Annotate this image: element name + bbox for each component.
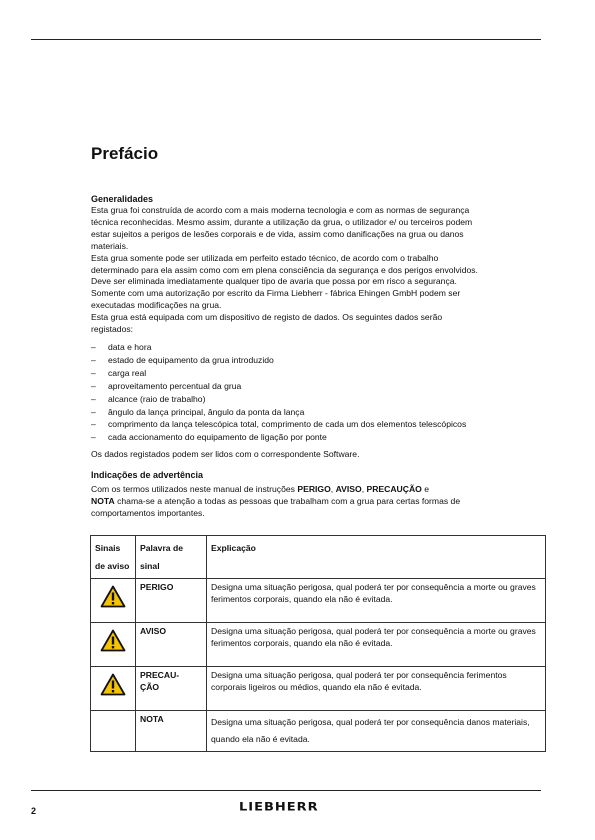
signal-word-cell: AVISO xyxy=(136,623,207,667)
paragraph-line: técnica reconhecidas. Mesmo assim, durante a utilização da grua, o utilizador e/ ou terceiros podem xyxy=(91,216,473,227)
warning-triangle-icon xyxy=(95,585,131,608)
table-row xyxy=(91,711,546,752)
list-item-text: data e hora xyxy=(108,342,152,352)
warning-sign-cell xyxy=(91,579,136,623)
list-item xyxy=(91,406,546,419)
paragraph-line: Esta grua está equipada com um dispositivo de registo de dados. Os seguintes dados serão xyxy=(91,312,443,323)
explanation-cell: Designa uma situação perigosa, qual poderá ter por consequência a morte ou graves ferimentos corporais, quando ela não é evitada. xyxy=(207,623,546,667)
intro-text: comportamentos importantes. xyxy=(91,507,205,518)
separator: , xyxy=(330,484,336,494)
warning-triangle-icon xyxy=(95,629,131,652)
warning-signs-table xyxy=(90,535,546,752)
list-item-text: ângulo da lança principal, ângulo da ponta da lança xyxy=(108,406,305,417)
list-item-text: comprimento da lança telescópica total, comprimento de cada um dos elementos telescópicos xyxy=(108,419,467,430)
paragraph-line: materiais. xyxy=(91,240,129,251)
list-item xyxy=(91,380,546,393)
warnings-intro xyxy=(91,484,546,520)
warning-sign-cell xyxy=(91,667,136,711)
intro-text: chama-se a atenção a todas as pessoas que trabalham com a grua para certas formas de xyxy=(114,495,461,506)
paragraph-line: Deve ser eliminada imediatamente qualquer tipo de avaria que possa por em risco a segurança. xyxy=(91,276,457,287)
table-row xyxy=(91,623,546,667)
term-aviso: AVISO xyxy=(335,484,362,494)
general-section xyxy=(91,193,546,336)
list-item xyxy=(91,431,546,444)
bullet-dash: – xyxy=(91,432,96,443)
header-signs: Sinais de aviso xyxy=(91,536,136,579)
warnings-section xyxy=(91,467,546,520)
warning-sign-cell xyxy=(91,623,136,667)
explanation-cell: Designa uma situação perigosa, qual poderá ter por consequência danos materiais, quando ela não é evitada. xyxy=(207,711,546,752)
separator: , xyxy=(361,484,367,494)
table-row xyxy=(91,667,546,711)
bottom-rule xyxy=(31,790,541,791)
general-heading: Generalidades xyxy=(91,194,154,204)
list-item-text: estado de equipamento da grua introduzido xyxy=(108,354,274,365)
list-item-text: cada accionamento do equipamento de ligação por ponte xyxy=(108,432,327,443)
table-header-row xyxy=(91,536,546,579)
closing-section xyxy=(91,449,546,461)
liebherr-logo: LIEBHERR xyxy=(239,800,319,815)
bullet-dash: – xyxy=(91,393,96,404)
header-explanation: Explicação xyxy=(207,536,546,579)
warnings-heading: Indicações de advertência xyxy=(91,470,204,480)
signal-word-cell: NOTA xyxy=(136,711,207,752)
paragraph-line: Somente com uma autorização por escrito da Firma Liebherr - fábrica Ehingen GmbH podem ser xyxy=(91,288,461,299)
term-precaucao: PRECAUÇÃO xyxy=(366,484,422,494)
list-item-text: aproveitamento percentual da grua xyxy=(108,380,242,391)
term-perigo: PERIGO xyxy=(297,484,331,494)
bullet-dash: – xyxy=(91,380,96,391)
general-paragraph xyxy=(91,205,546,336)
warning-triangle-icon xyxy=(95,673,131,696)
paragraph-line: registados: xyxy=(91,324,134,335)
paragraph-line: executadas modificações na grua. xyxy=(91,300,222,311)
list-item xyxy=(91,354,546,367)
explanation-cell: Designa uma situação perigosa, qual poderá ter por consequência ferimentos corporais ligeiros ou médios, quando ela não é evitada. xyxy=(207,667,546,711)
list-item-text: alcance (raio de trabalho) xyxy=(108,393,206,404)
paragraph-line: determinado para ela assim como com em plena consciência da segurança e dos perigos envolvidos. xyxy=(91,264,478,275)
list-item xyxy=(91,367,546,380)
closing-text: Os dados registados podem ser lidos com o correspondente Software. xyxy=(91,449,360,459)
signal-word-cell: PERIGO xyxy=(136,579,207,623)
recorded-data-list xyxy=(91,341,546,444)
paragraph-line: Esta grua foi construída de acordo com a mais moderna tecnologia e com as normas de segurança xyxy=(91,205,470,215)
separator: e xyxy=(421,484,430,494)
page-title: Prefácio xyxy=(91,144,159,163)
signal-word-cell: PRECAU- ÇÃO xyxy=(136,667,207,711)
term-nota: NOTA xyxy=(91,495,115,506)
bullet-dash: – xyxy=(91,342,96,352)
page-number: 2 xyxy=(31,806,37,816)
bullet-dash: – xyxy=(91,419,96,430)
paragraph-line: estar sujeitos a perigos de lesões corporais e de vida, assim como danificações na grua ou danos xyxy=(91,228,464,239)
warning-sign-cell xyxy=(91,711,136,752)
header-signal-word: Palavra de sinal xyxy=(136,536,207,579)
bullet-dash: – xyxy=(91,367,96,378)
paragraph-line: Esta grua somente pode ser utilizada em perfeito estado técnico, de acordo com o trabalho xyxy=(91,252,439,263)
bullet-dash: – xyxy=(91,406,96,417)
list-item xyxy=(91,393,546,406)
list-item xyxy=(91,418,546,431)
list-item xyxy=(91,341,546,354)
list-item-text: carga real xyxy=(108,367,147,378)
table-row xyxy=(91,579,546,623)
bullet-dash: – xyxy=(91,354,96,365)
top-rule xyxy=(31,39,541,40)
intro-text: Com os termos utilizados neste manual de instruções xyxy=(91,484,298,494)
explanation-cell: Designa uma situação perigosa, qual poderá ter por consequência a morte ou graves ferimentos corporais, quando ela não é evitada. xyxy=(207,579,546,623)
